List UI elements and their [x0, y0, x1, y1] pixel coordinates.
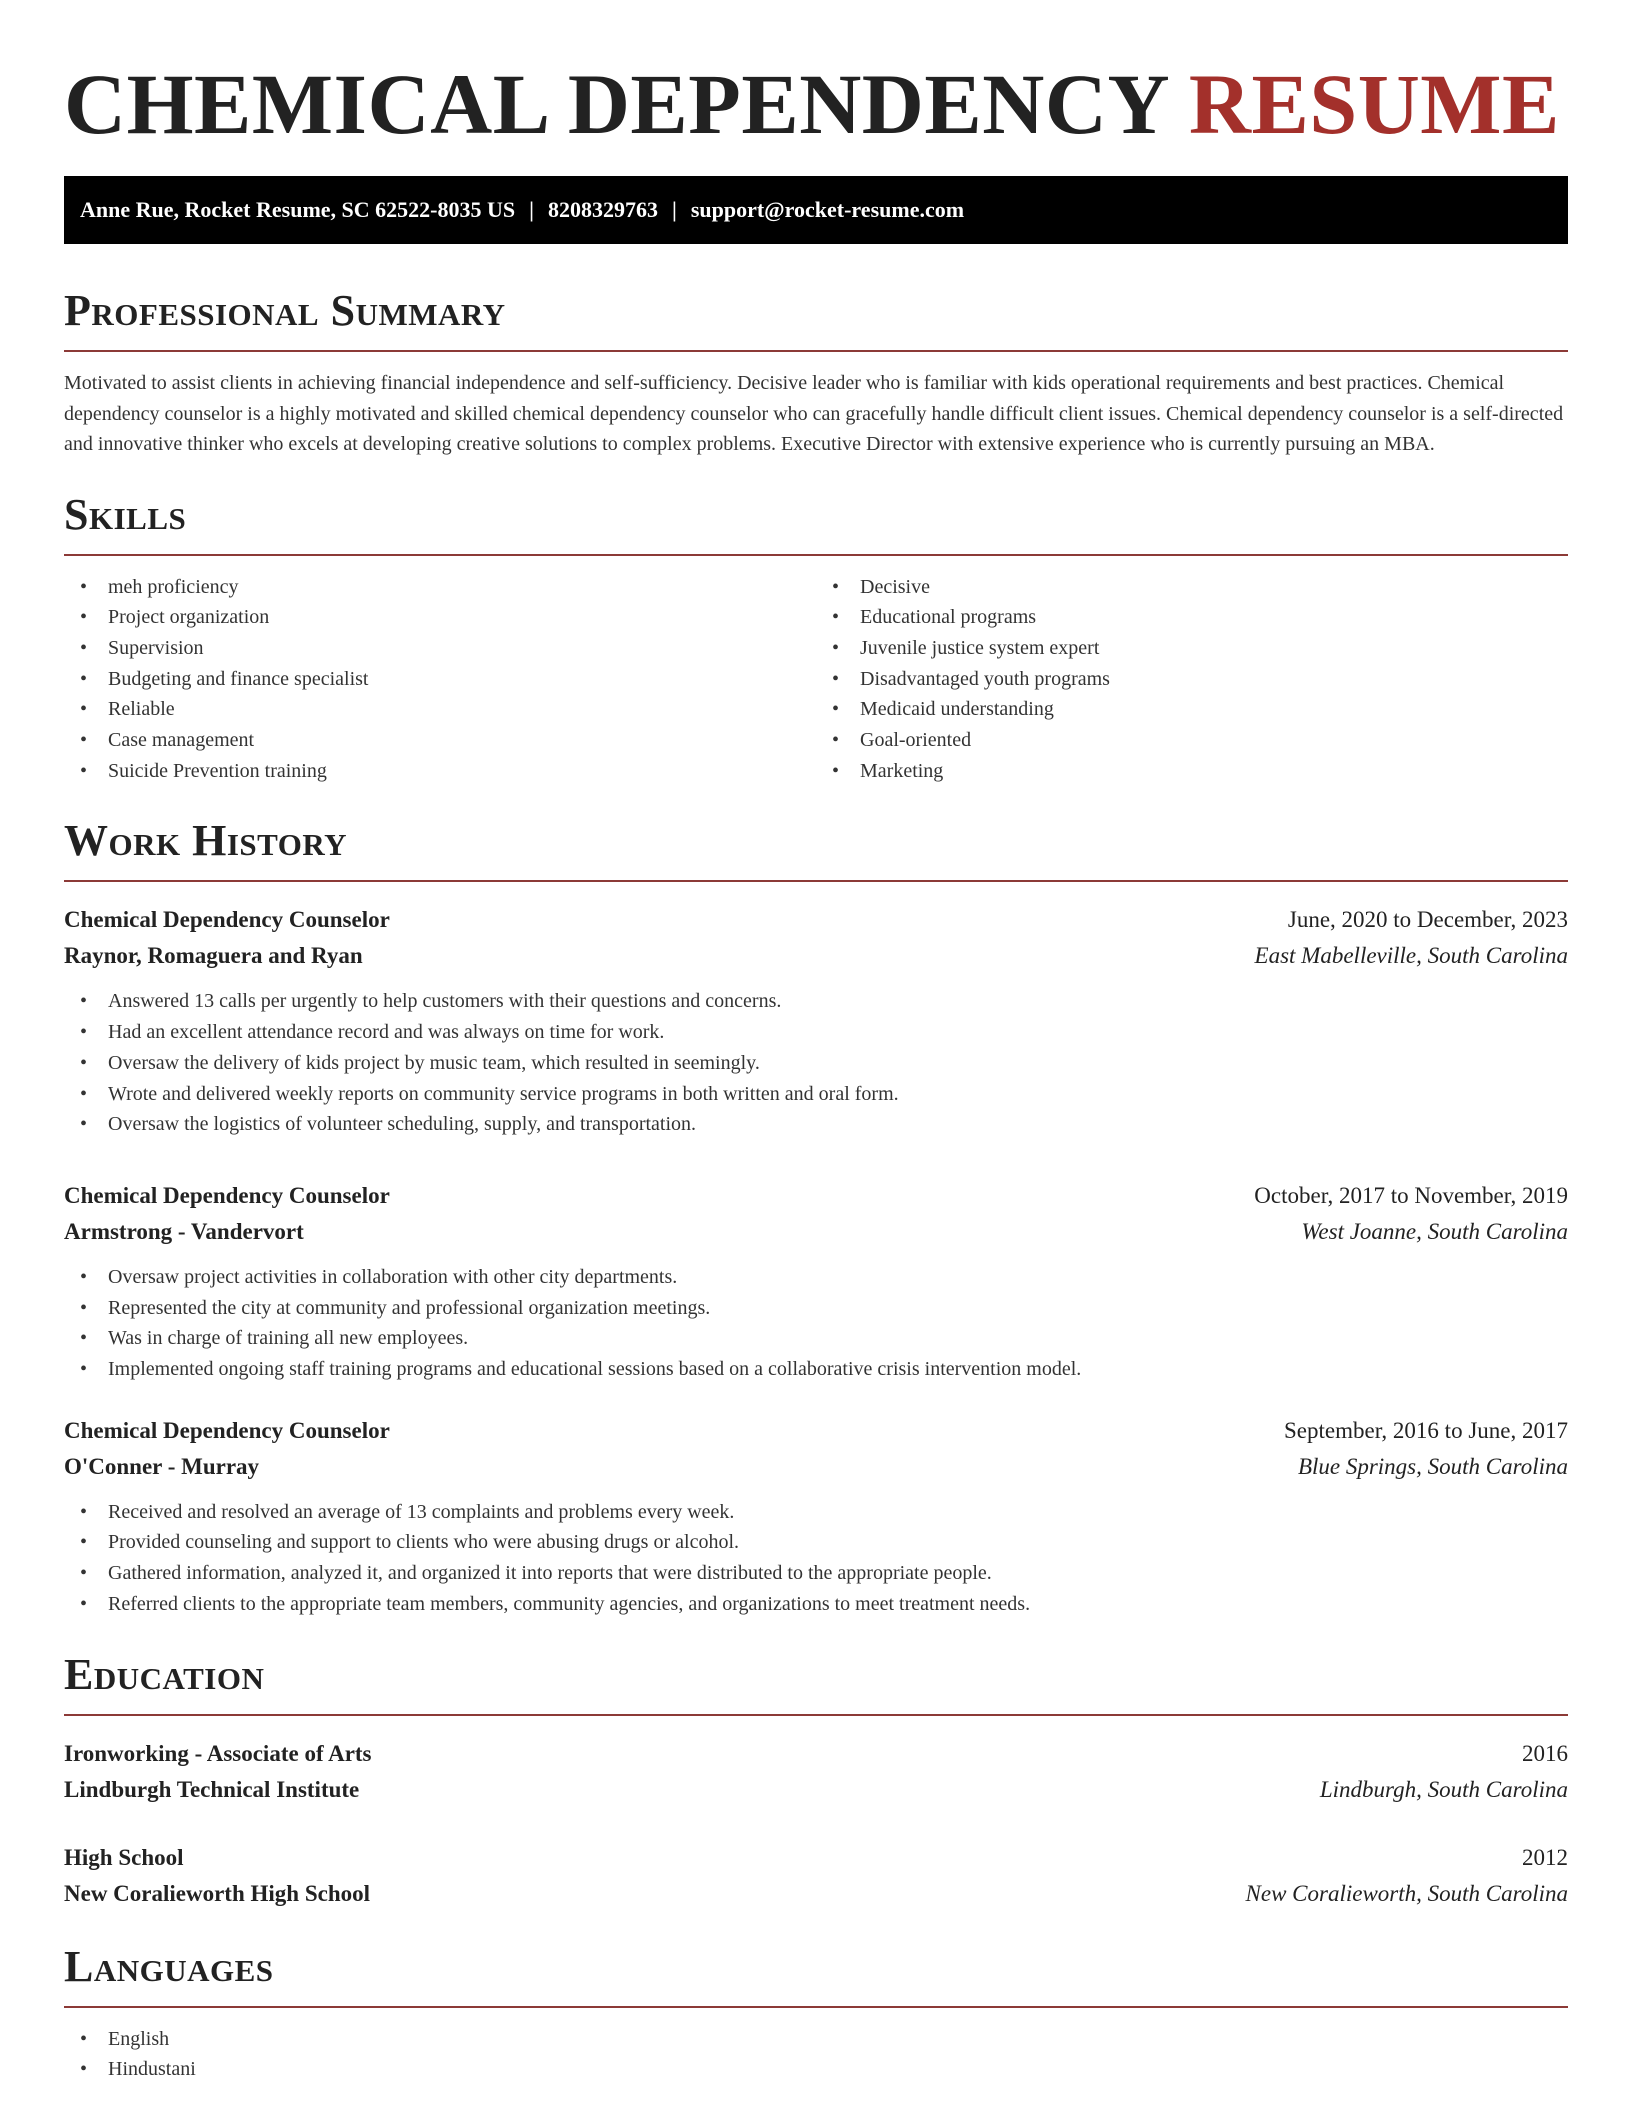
- skill-item: • Decisive: [816, 572, 1568, 603]
- education-year: 2016: [1522, 1740, 1568, 1766]
- skill-item: • Case management: [64, 725, 816, 756]
- skill-item: • Reliable: [64, 694, 816, 725]
- skill-item: • Budgeting and finance specialist: [64, 664, 816, 695]
- education-location: Lindburgh, South Carolina: [1319, 1776, 1568, 1802]
- education-degree: High School: [64, 1844, 184, 1870]
- resume-title: [64, 56, 1568, 152]
- education-degree: Ironworking - Associate of Arts: [64, 1740, 372, 1766]
- title-accent: RESUME: [1188, 56, 1560, 152]
- job-bullet: • Oversaw the logistics of volunteer scheduling, supply, and transportation.: [64, 1109, 1568, 1140]
- job-entry: [64, 902, 1568, 1140]
- education-school: Lindburgh Technical Institute: [64, 1776, 360, 1802]
- education-year: 2012: [1522, 1844, 1568, 1870]
- job-bullet: • Implemented ongoing staff training programs and educational sessions based on a collaborative crisis intervention model.: [64, 1354, 1568, 1385]
- skill-item: • Disadvantaged youth programs: [816, 664, 1568, 695]
- job-dates: September, 2016 to June, 2017: [1284, 1417, 1568, 1443]
- title-main: CHEMICAL DEPENDENCY: [64, 56, 1167, 152]
- education-location: New Coralieworth, South Carolina: [1245, 1880, 1568, 1906]
- skill-item: • meh proficiency: [64, 572, 816, 603]
- section-heading-work-history: Work History: [64, 816, 1568, 882]
- job-entry: [64, 1178, 1568, 1385]
- contact-separator: |: [671, 197, 677, 222]
- job-bullet: • Had an excellent attendance record and was always on time for work.: [64, 1017, 1568, 1048]
- section-heading-skills: Skills: [64, 490, 1568, 556]
- job-entry: [64, 1413, 1568, 1620]
- skill-item: • Project organization: [64, 602, 816, 633]
- job-dates: June, 2020 to December, 2023: [1287, 907, 1568, 933]
- language-item: • Hindustani: [64, 2054, 1568, 2085]
- job-location: Blue Springs, South Carolina: [1297, 1453, 1568, 1479]
- job-location: West Joanne, South Carolina: [1301, 1218, 1568, 1244]
- job-bullet: • Represented the city at community and professional organization meetings.: [64, 1293, 1568, 1324]
- education-entry: [64, 1736, 1568, 1808]
- job-bullet: • Received and resolved an average of 13 complaints and problems every week.: [64, 1497, 1568, 1528]
- section-heading-languages: Languages: [64, 1942, 1568, 2008]
- contact-email: support@rocket-resume.com: [690, 197, 965, 222]
- skill-item: • Marketing: [816, 756, 1568, 787]
- job-bullet: • Answered 13 calls per urgently to help customers with their questions and concerns.: [64, 986, 1568, 1017]
- job-bullet: • Referred clients to the appropriate team members, community agencies, and organizations to meet treatment needs.: [64, 1589, 1568, 1620]
- job-title: Chemical Dependency Counselor: [64, 1182, 390, 1208]
- job-title: Chemical Dependency Counselor: [64, 1417, 390, 1443]
- section-heading-education: Education: [64, 1650, 1568, 1716]
- skill-item: • Juvenile justice system expert: [816, 633, 1568, 664]
- education-school: New Coralieworth High School: [64, 1880, 371, 1906]
- job-company: Raynor, Romaguera and Ryan: [64, 943, 363, 969]
- section-heading-summary: Professional Summary: [64, 286, 1568, 352]
- job-bullet: • Gathered information, analyzed it, and organized it into reports that were distributed to the appropriate people.: [64, 1558, 1568, 1589]
- job-bullet: • Oversaw the delivery of kids project by music team, which resulted in seemingly.: [64, 1048, 1568, 1079]
- job-bullet: • Was in charge of training all new employees.: [64, 1323, 1568, 1354]
- job-bullet: • Wrote and delivered weekly reports on community service programs in both written and oral form.: [64, 1079, 1568, 1110]
- languages-list: [64, 2024, 1568, 2085]
- contact-phone: 8208329763: [547, 197, 658, 222]
- skill-item: • Supervision: [64, 633, 816, 664]
- skill-item: • Educational programs: [816, 602, 1568, 633]
- skill-item: • Medicaid understanding: [816, 694, 1568, 725]
- job-bullet: • Oversaw project activities in collaboration with other city departments.: [64, 1262, 1568, 1293]
- job-company: O'Conner - Murray: [64, 1453, 260, 1479]
- skills-column-right: [816, 572, 1568, 787]
- language-item: • English: [64, 2024, 1568, 2055]
- skills-list: [64, 572, 1568, 787]
- education-entry: [64, 1840, 1568, 1912]
- contact-address: Anne Rue, Rocket Resume, SC 62522-8035 US: [80, 197, 516, 222]
- job-bullet: • Provided counseling and support to clients who were abusing drugs or alcohol.: [64, 1527, 1568, 1558]
- contact-bar: [64, 176, 1568, 244]
- skills-column-left: [64, 572, 816, 787]
- job-dates: October, 2017 to November, 2019: [1254, 1182, 1568, 1208]
- job-location: East Mabelleville, South Carolina: [1254, 943, 1568, 969]
- job-title: Chemical Dependency Counselor: [64, 907, 390, 933]
- summary-text: Motivated to assist clients in achieving financial independence and self-sufficiency. Decisive leader who is familiar with kids operational requirements and best practices. Chemical dependency counselor is a highly motivated and skilled chemical dependency counselor who can gracefully handle difficult client issues. Chemical dependency counselor is a self-directed and innovative thinker who excels at developing creative solutions to complex problems. Executive Director with extensive experience who is currently pursuing an MBA.: [64, 372, 1564, 455]
- skill-item: • Goal-oriented: [816, 725, 1568, 756]
- job-company: Armstrong - Vandervort: [64, 1218, 304, 1244]
- contact-separator: |: [529, 197, 534, 222]
- skill-item: • Suicide Prevention training: [64, 756, 816, 787]
